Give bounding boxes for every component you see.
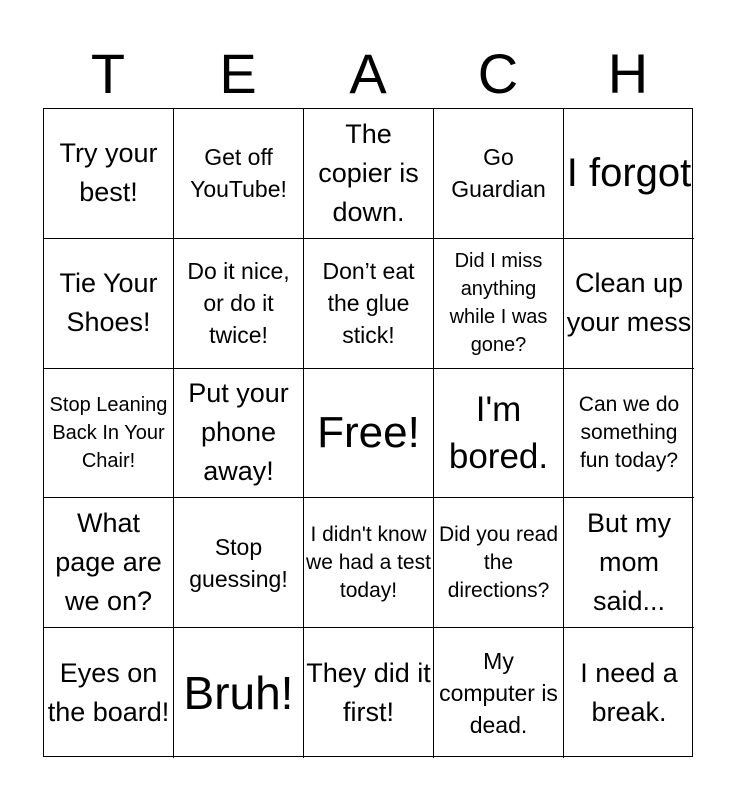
cell-text: Stop guessing! [189,533,288,592]
bingo-cell[interactable] [304,628,434,758]
cell-text: Clean up your mess [566,268,692,338]
cell-text: They did it first! [306,658,431,728]
bingo-cell[interactable] [434,628,564,758]
header-letter-a: A [349,42,387,105]
cell-text: Did you read the directions? [438,522,559,602]
bingo-cell[interactable] [44,109,174,239]
bingo-cell free-space[interactable] [304,369,434,499]
bingo-cell[interactable] [174,369,304,499]
bingo-cell[interactable] [44,369,174,499]
header-letter-c: C [477,42,519,105]
bingo-cell[interactable] [44,628,174,758]
bingo-cell[interactable] [434,369,564,499]
cell-text: What page are we on? [55,508,162,617]
bingo-cell[interactable] [434,498,564,628]
cell-text: The copier is down. [318,118,419,227]
cell-text: I didn't know we had a test today! [306,522,431,602]
cell-text: Do it nice, or do it twice! [187,258,290,349]
cell-text: I forgot [566,151,692,196]
header-letter-h: H [607,42,649,105]
bingo-cell[interactable] [564,109,694,239]
cell-text: Did I miss anything while I was gone? [449,250,548,357]
cell-text: Put your phone away! [188,378,289,487]
cell-text: Don’t eat the glue stick! [322,258,415,349]
bingo-board [43,108,693,757]
bingo-cell[interactable] [44,239,174,369]
cell-text: Get off YouTube! [190,144,287,203]
header-letter-e: E [219,42,257,105]
bingo-cell[interactable] [564,239,694,369]
bingo-cell[interactable] [44,498,174,628]
bingo-cell[interactable] [174,239,304,369]
cell-text: Go Guardian [451,144,546,203]
cell-text: Free! [317,407,420,457]
cell-text: Eyes on the board! [47,658,170,728]
bingo-cell[interactable] [564,369,694,499]
bingo-cell[interactable] [304,498,434,628]
cell-text: Tie Your Shoes! [59,268,158,338]
cell-text: I'm bored. [448,389,549,476]
bingo-cell[interactable] [434,239,564,369]
bingo-cell[interactable] [304,239,434,369]
bingo-cell[interactable] [564,628,694,758]
cell-text: Try your best! [59,138,158,208]
bingo-cell[interactable] [174,628,304,758]
bingo-header [43,40,693,108]
bingo-cell[interactable] [174,498,304,628]
cell-text: My computer is dead. [439,648,558,739]
cell-text: But my mom said... [586,508,672,617]
cell-text: Can we do something fun today? [578,392,680,472]
cell-text: Stop Leaning Back In Your Chair! [49,393,168,472]
bingo-cell[interactable] [564,498,694,628]
bingo-cell[interactable] [174,109,304,239]
header-letter-t: T [90,42,126,105]
bingo-cell[interactable] [434,109,564,239]
bingo-cell[interactable] [304,109,434,239]
cell-text: Bruh! [183,667,294,720]
cell-text: I need a break. [580,658,678,728]
